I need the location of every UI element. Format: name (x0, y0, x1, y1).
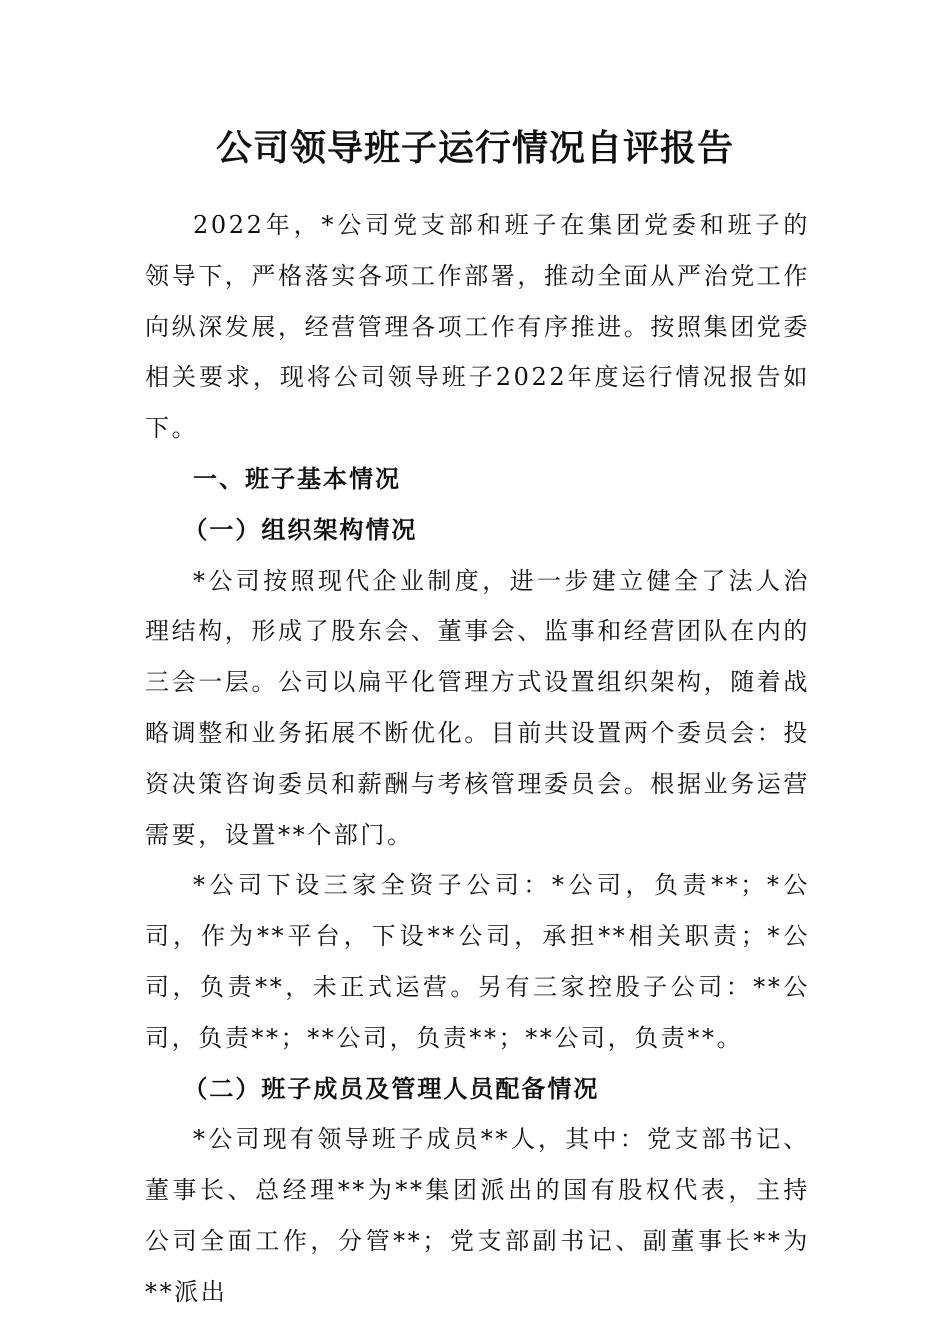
intro-paragraph: 2022年，*公司党支部和班子在集团党委和班子的领导下，严格落实各项工作部署，推动全面从严治党工作向纵深发展，经营管理各项工作有序推进。按照集团党委相关要求，现将公司领导班子2022年度运行情况报告如下。 (145, 211, 810, 443)
document-title: 公司领导班子运行情况自评报告 (215, 127, 734, 169)
org-structure-paragraph: *公司按照现代企业制度，进一步建立健全了法人治理结构，形成了股东会、董事会、监事和经营团队在内的三会一层。公司以扁平化管理方式设置组织架构，随着战略调整和业务拓展不断优化。目前共设置两个委员会：投资决策咨询委员和薪酬与考核管理委员会。根据业务运营需要，设置**个部门。 (145, 566, 810, 849)
subsection-heading-org-structure: （一）组织架构情况 (183, 514, 418, 544)
section-heading-basic-situation: 一、班子基本情况 (193, 463, 401, 493)
subsidiaries-paragraph: *公司下设三家全资子公司：*公司，负责**；*公司，作为**平台，下设**公司，承担**相关职责；*公司，负责**，未正式运营。另有三家控股子公司：**公司，负责**；**公司，负责**；**公司，负责**。 (145, 871, 810, 1052)
document-body (145, 200, 810, 1318)
subsection-heading-staffing: （二）班子成员及管理人员配备情况 (183, 1073, 600, 1103)
staffing-paragraph: *公司现有领导班子成员**人，其中：党支部书记、董事长、总经理**为**集团派出的国有股权代表，主持公司全面工作，分管**；党支部副书记、副董事长**为**派出 (145, 1125, 810, 1306)
